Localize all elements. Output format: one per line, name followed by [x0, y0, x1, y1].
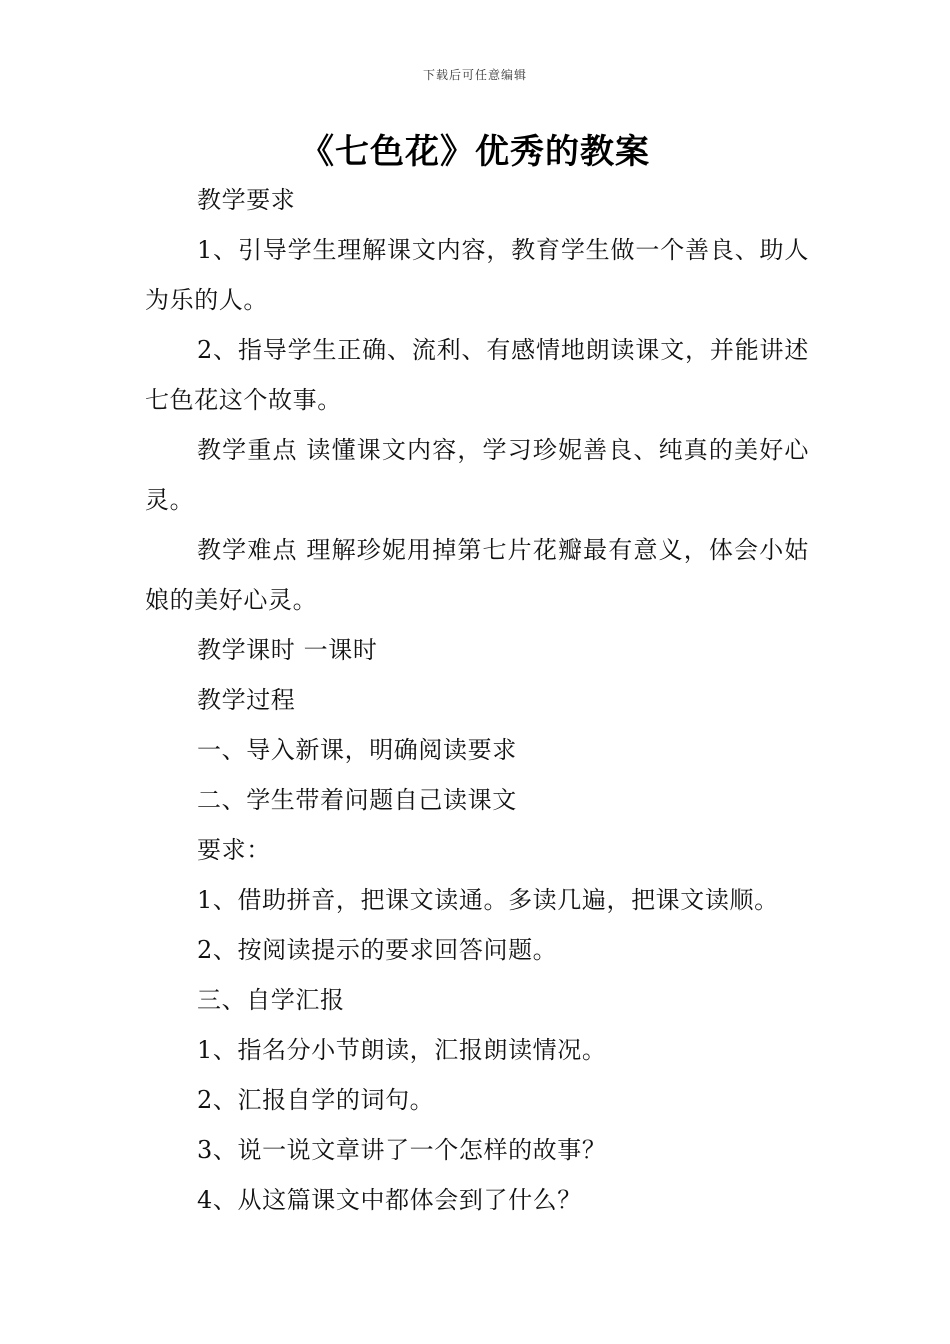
page-header-note: 下载后可任意编辑 [422, 68, 527, 82]
paragraph-requirements-label: 要求： [197, 836, 271, 864]
paragraph-requirement-2: 2、指导学生正确、流利、有感情地朗读课文，并能讲述七色花这个故事。 [145, 336, 809, 414]
paragraph-difficulties: 教学难点 理解珍妮用掉第七片花瓣最有意义，体会小姑娘的美好心灵。 [145, 536, 809, 614]
paragraph-step-2-item-2: 2、按阅读提示的要求回答问题。 [197, 936, 558, 964]
document-body [145, 175, 809, 1225]
paragraph-step-3-item-3: 3、说一说文章讲了一个怎样的故事？ [197, 1136, 607, 1164]
paragraph-step-3-item-1: 1、指名分小节朗读，汇报朗读情况。 [197, 1036, 607, 1064]
paragraph-step-3: 三、自学汇报 [197, 986, 345, 1014]
paragraph-class-hours: 教学课时 一课时 [197, 636, 378, 664]
paragraph-step-3-item-4: 4、从这篇课文中都体会到了什么？ [197, 1186, 582, 1214]
paragraph-teaching-process: 教学过程 [197, 686, 296, 714]
paragraph-step-3-item-2: 2、汇报自学的词句。 [197, 1086, 435, 1114]
paragraph-teaching-requirements: 教学要求 [197, 186, 296, 214]
paragraph-step-2: 二、学生带着问题自己读课文 [197, 786, 517, 814]
paragraph-step-2-item-1: 1、借助拼音，把课文读通。多读几遍，把课文读顺。 [197, 886, 779, 914]
paragraph-requirement-1: 1、引导学生理解课文内容，教育学生做一个善良、助人为乐的人。 [145, 236, 809, 314]
paragraph-key-points: 教学重点 读懂课文内容，学习珍妮善良、纯真的美好心灵。 [145, 436, 809, 514]
paragraph-step-1: 一、导入新课，明确阅读要求 [197, 736, 517, 764]
document-title: 《七色花》优秀的教案 [300, 132, 650, 172]
